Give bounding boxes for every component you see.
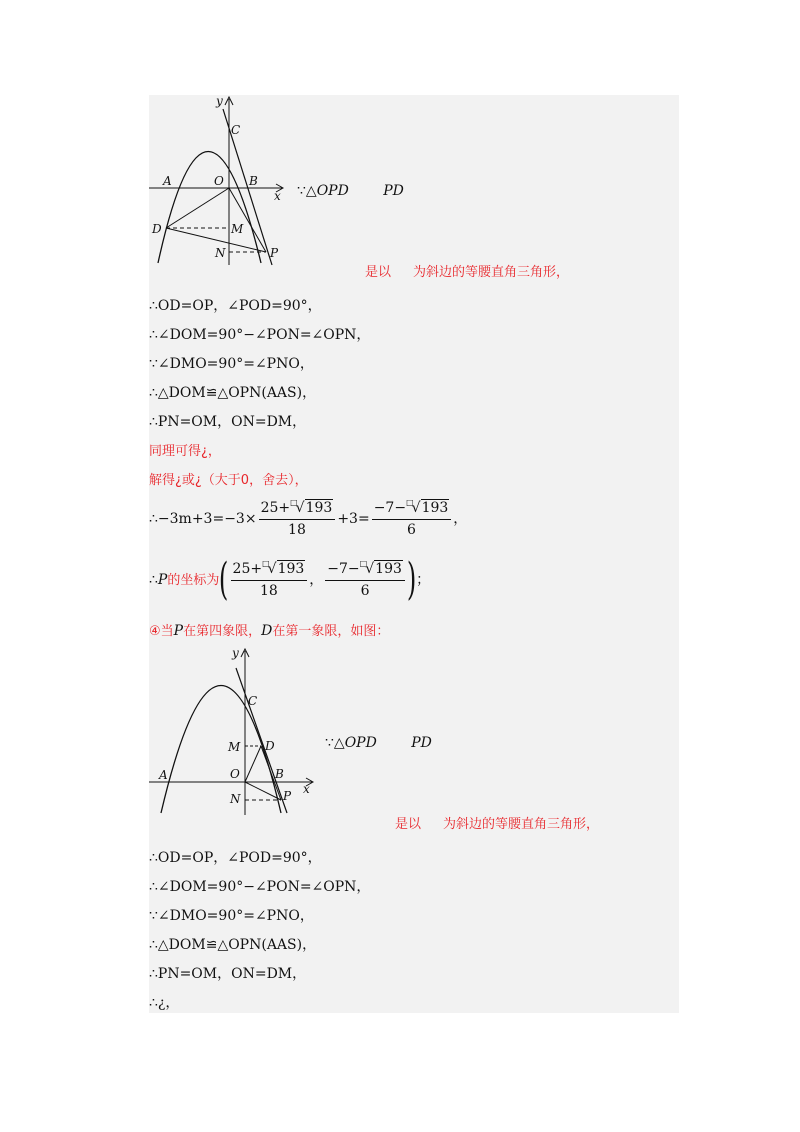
block1-isosceles-text: 是以 为斜边的等腰直角三角形， <box>365 265 570 280</box>
block1-since-opd: ∵△OPD PD <box>297 183 404 199</box>
fig2-label-x: x <box>303 782 310 796</box>
block1-line-5: ∴PN=OM，ON=DM， <box>149 414 307 430</box>
fig1-label-b: B <box>249 174 258 188</box>
fig1-label-p: P <box>270 246 279 260</box>
fig2-label-p: P <box>283 789 292 803</box>
fig2-label-a: A <box>159 768 168 782</box>
fig1-label-x: x <box>274 189 281 203</box>
block1-similarly: 同理可得¿， <box>149 444 221 459</box>
fig1-label-o: O <box>214 174 224 188</box>
fig2-label-y: y <box>232 646 239 660</box>
fig2-label-d: D <box>265 739 275 753</box>
block2-line-2: ∴∠DOM=90°−∠PON=∠OPN， <box>149 879 371 895</box>
block2-line-4: ∴△DOM≌△OPN(AAS)， <box>149 937 317 953</box>
fig2-label-n: N <box>230 792 241 806</box>
block1-line-1: ∴OD=OP，∠POD=90°， <box>149 298 322 314</box>
fig2-label-b: B <box>275 767 284 781</box>
block2-line-5: ∴PN=OM，ON=DM， <box>149 966 307 982</box>
fig2-label-o: O <box>230 767 240 781</box>
block2-line-6: ∴¿， <box>149 995 180 1011</box>
fig2-label-m: M <box>228 740 241 754</box>
block1-expression: ∴−3m+3=−3× $\frac{25+^□√193}{18}$ +3= $\frac{-7-^□√193}{6}$ ， <box>149 497 468 538</box>
block1-solve: 解得¿或¿（大于0，舍去）， <box>149 473 308 488</box>
fig1-label-c: C <box>231 123 241 137</box>
block1-line-2: ∴∠DOM=90°−∠PON=∠OPN， <box>149 327 371 343</box>
block2-line-3: ∵∠DMO=90°=∠PNO， <box>149 908 314 924</box>
block1-line-3: ∵∠DMO=90°=∠PNO， <box>149 356 314 372</box>
frac-1: $\frac{25+^□√193}{18}$ <box>259 500 336 539</box>
case4-heading: ④当P在第四象限，D在第一象限，如图： <box>149 623 390 639</box>
block1-line-4: ∴△DOM≌△OPN(AAS)， <box>149 385 317 401</box>
block1-coordinates: ∴P的坐标为( $\frac{25+^□√193}{18}$ ， $\frac{-7-^□√193}{6}$ )； <box>149 554 431 605</box>
fig1-label-m: M <box>231 222 244 236</box>
fig1-label-n: N <box>215 246 226 260</box>
fig1-label-a: A <box>163 174 172 188</box>
block2-isosceles-text: 是以 为斜边的等腰直角三角形， <box>395 817 600 832</box>
fig1-label-d: D <box>152 222 162 236</box>
block2-line-1: ∴OD=OP，∠POD=90°， <box>149 850 322 866</box>
fig1-label-y: y <box>216 95 223 108</box>
fig2-label-c: C <box>248 694 258 708</box>
figure-2-parabola <box>149 643 319 818</box>
figure-1-parabola <box>149 95 289 270</box>
frac-2: $\frac{-7-^□√193}{6}$ <box>372 500 452 539</box>
block2-since-opd: ∵△OPD PD <box>325 735 432 751</box>
